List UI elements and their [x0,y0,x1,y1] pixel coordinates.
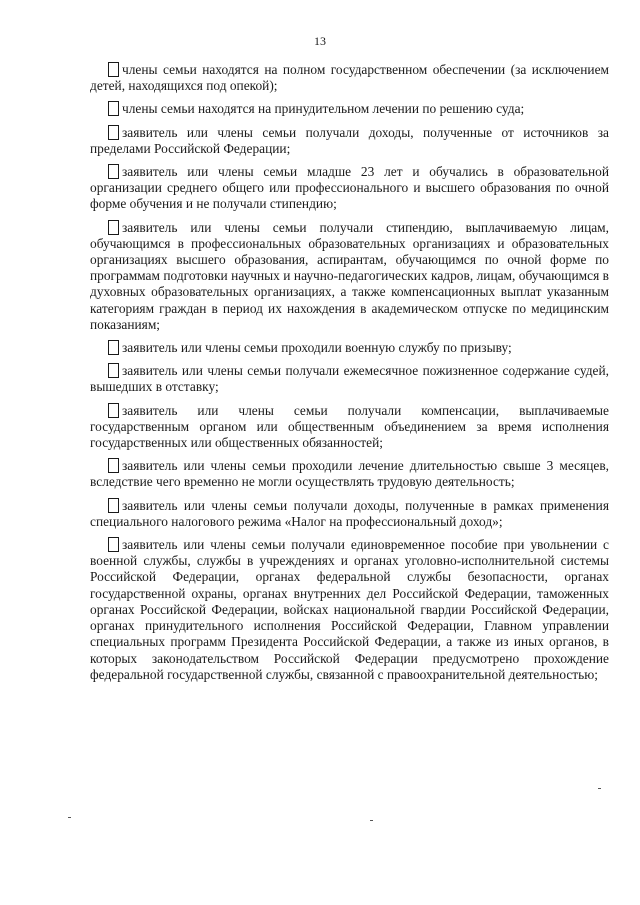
checkbox[interactable] [108,363,119,378]
checkbox[interactable] [108,498,119,513]
list-item [90,125,609,157]
item-text: заявитель или члены семьи младше 23 лет и обучались в образовательной организации среднего общего или профессионального и высшего образования по очной форме обучения и не получали стипендию; [90,164,609,212]
list-item [90,458,609,490]
item-text: заявитель или члены семьи получали компенсации, выплачиваемые государственным органом или общественным объединением за время исполнения государственных или общественных обязанностей; [90,402,609,451]
scan-speck [598,788,601,789]
item-text: заявитель или члены семьи получали ежемесячное пожизненное содержание судей, вышедших в отставку; [90,363,609,395]
checkbox[interactable] [108,164,119,179]
checklist [90,62,609,690]
list-item [90,403,609,452]
checkbox[interactable] [108,403,119,418]
item-text: заявитель или члены семьи получали единовременное пособие при увольнении с военной службы, службы в учреждениях и органах уголовно-исполнительной системы Российской Федерации, органах федеральной службы безопасности, органах государственной охраны, органах внутренних дел Российской Федерации, таможенных органах Российской Федерации, войсках национальной гвардии Российской Федерации, органах принудительного исполнения Российской Федерации, Главном управлении специальных программ Президента Российской Федерации, а также из иных органов, в которых законодательством Российской Федерации предусмотрено прохождение федеральной государственной службы, связанной с правоохранительной деятельностью; [90,537,609,682]
item-text: заявитель или члены семьи проходили военную службу по призыву; [122,340,512,356]
item-text: члены семьи находятся на полном государственном обеспечении (за исключением детей, находящихся под опекой); [90,62,609,94]
list-item [90,220,609,333]
list-item [90,340,609,356]
list-item [90,498,609,530]
item-text: члены семьи находятся на принудительном лечении по решению суда; [122,101,525,117]
scan-speck [68,817,71,818]
item-text: заявитель или члены семьи получали доходы, полученные от источников за пределами Российской Федерации; [90,124,609,156]
list-item [90,101,609,117]
list-item [90,363,609,395]
checkbox[interactable] [108,458,119,473]
checkbox[interactable] [108,62,119,77]
page-number: 13 [314,34,326,48]
item-text: заявитель или члены семьи получали доходы, полученные в рамках применения специального налогового режима «Налог на профессиональный доход»; [90,497,609,529]
checkbox[interactable] [108,537,119,552]
checkbox[interactable] [108,125,119,140]
scan-speck [370,820,373,821]
item-text: заявитель или члены семьи проходили лечение длительностью свыше 3 месяцев, вследствие чего временно не могли осуществлять трудовую деятельность; [90,458,609,490]
item-text: заявитель или члены семьи получали стипендию, выплачиваемую лицам, обучающимся в профессиональных образовательных организациях и образовательных организациях высшего образования, аспирантам, обучающимся по очной форме по программам подготовки научных и научно-педагогических кадров, лицам, обучающимся в духовных образовательных организациях, а также компенсационных выплат указанным категориям граждан в период их нахождения в академическом отпуске по медицинским показаниям; [90,219,609,332]
list-item [90,164,609,213]
checkbox[interactable] [108,220,119,235]
checkbox[interactable] [108,101,119,116]
list-item [90,62,609,94]
checkbox[interactable] [108,340,119,355]
list-item [90,537,609,683]
